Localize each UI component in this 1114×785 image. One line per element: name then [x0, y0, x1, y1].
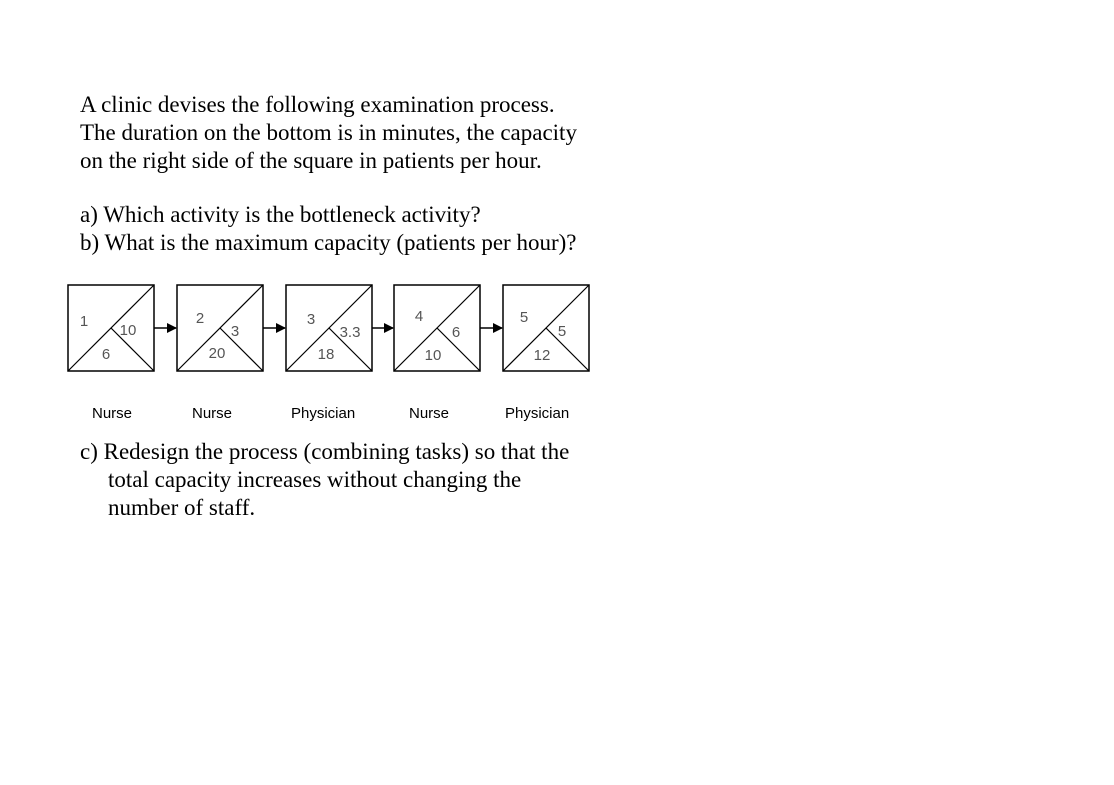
intro-line-3: on the right side of the square in patients per hour.: [80, 148, 542, 173]
activity-2-duration: 20: [208, 345, 226, 362]
activity-3-capacity: 3.3: [339, 324, 361, 341]
activity-2-role: Nurse: [192, 405, 233, 422]
activity-5-capacity: 5: [557, 323, 567, 340]
activity-box-4: [394, 285, 480, 371]
process-flow-svg: [60, 278, 590, 380]
question-b: b) What is the maximum capacity (patients per hour)?: [80, 230, 577, 255]
intro-paragraph: [80, 91, 640, 175]
activity-5-role: Physician: [505, 405, 570, 422]
activity-2-capacity: 3: [230, 323, 240, 340]
activity-3-number: 3: [306, 311, 316, 328]
activity-1-role: Nurse: [92, 405, 133, 422]
intro-line-1: A clinic devises the following examination process.: [80, 92, 555, 117]
activity-box-5-inner-line: [546, 328, 589, 371]
question-c-line-3: number of staff.: [108, 495, 256, 520]
activity-5-number: 5: [519, 309, 529, 326]
question-c-line-2: total capacity increases without changing the: [108, 467, 522, 492]
activity-box-1: [68, 285, 154, 371]
activity-3-duration: 18: [317, 346, 335, 363]
activity-box-3: [286, 285, 372, 371]
intro-line-2: The duration on the bottom is in minutes, the capacity: [80, 120, 577, 145]
activity-1-capacity: 10: [119, 322, 137, 339]
activity-1-duration: 6: [101, 346, 111, 363]
activity-5-duration: 12: [533, 347, 551, 364]
activity-box-2-inner-line: [220, 328, 263, 371]
activity-2-number: 2: [195, 310, 205, 327]
activity-1-number: 1: [79, 313, 89, 330]
activity-4-capacity: 6: [451, 324, 461, 341]
questions-block: [80, 201, 640, 257]
question-c-line-1: c) Redesign the process (combining tasks) so that the: [80, 439, 570, 464]
activity-3-role: Physician: [291, 405, 356, 422]
activity-box-2: [177, 285, 263, 371]
activity-4-role: Nurse: [409, 405, 450, 422]
activity-box-5: [503, 285, 589, 371]
activity-4-duration: 10: [424, 347, 442, 364]
activity-4-number: 4: [414, 308, 424, 325]
question-c: [80, 438, 640, 522]
process-flow-diagram: [60, 278, 590, 380]
question-a: a) Which activity is the bottleneck activity?: [80, 202, 481, 227]
